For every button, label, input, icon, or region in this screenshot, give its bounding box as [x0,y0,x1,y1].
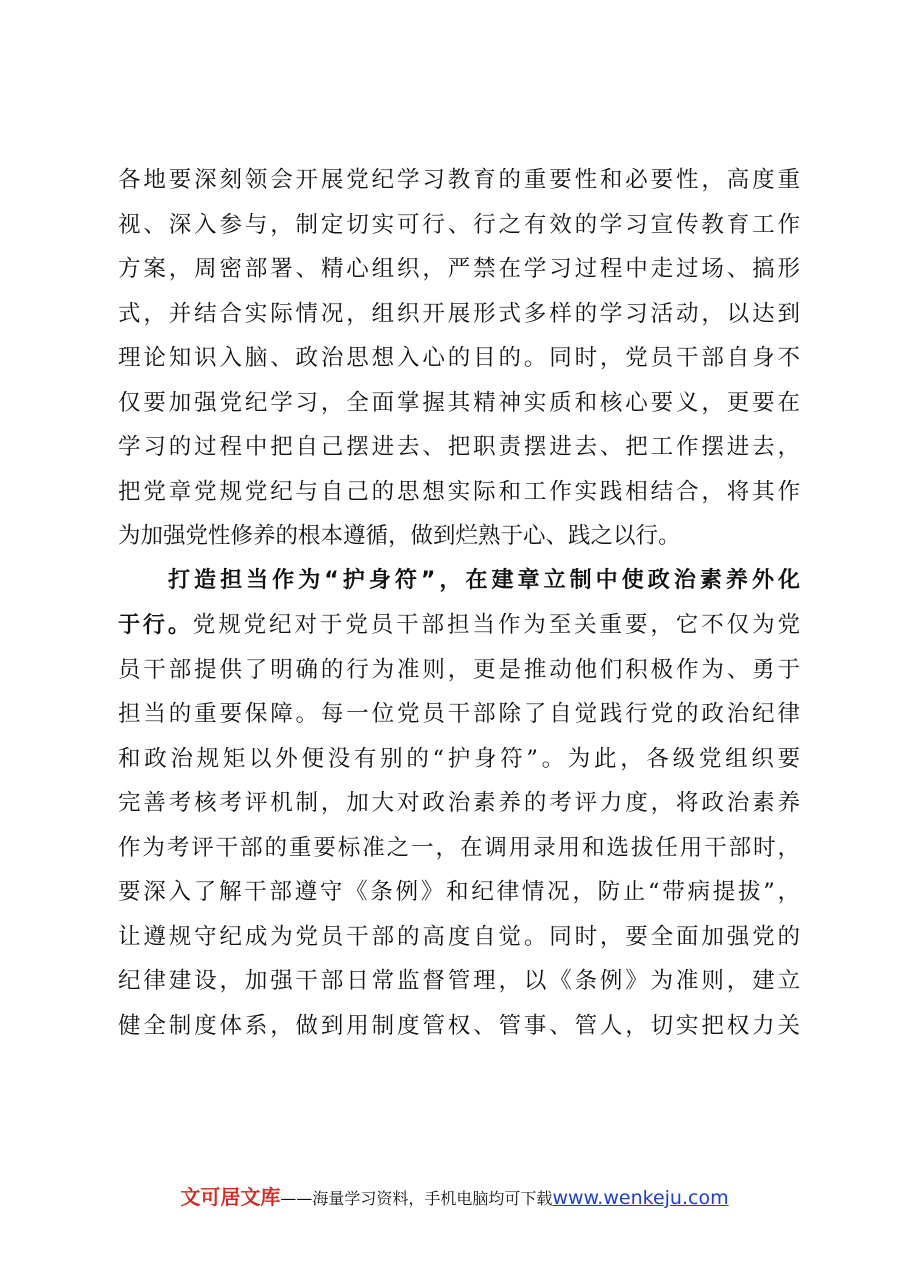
footer-slogan: ——海量学习资料，手机电脑均可下载 [280,1189,553,1208]
footer-brand: 文可居文库 [180,1185,281,1209]
text-line: 把党章党规党纪与自己的思想实际和工作实践相结合，将其作 [118,478,800,505]
text-line: 理论知识入脑、政治思想入心的目的。同时，党员干部自身不 [118,345,800,371]
footer-banner [0,1181,909,1210]
text-line: 担当的重要保障。每一位党员干部除了自觉践行党的政治纪律 [118,701,800,727]
text-line: 式，并结合实际情况，组织开展形式多样的学习活动，以达到 [118,300,800,327]
document-body [118,158,800,1048]
text-line: 健全制度体系，做到用制度管权、管事、管人，切实把权力关 [118,1012,800,1039]
footer-link[interactable]: www.wenkeju.com [552,1187,729,1209]
text-line: 纪律建设，加强干部日常监督管理，以《条例》为准则，建立 [118,968,800,994]
text-line: 各地要深刻领会开展党纪学习教育的重要性和必要性，高度重 [118,167,800,193]
section-heading: 打造担当作为“护身符”，在建章立制中使政治素养外化 [168,567,800,593]
text-line [118,603,800,648]
text-line: 和政治规矩以外便没有别的“护身符”。为此，各级党组织要 [118,745,800,772]
text-line: 让遵规守纪成为党员干部的高度自觉。同时，要全面加强党的 [118,923,800,950]
text-line: 要深入了解干部遵守《条例》和纪律情况，防止“带病提拔”， [118,879,800,905]
text-line: 视、深入参与，制定切实可行、行之有效的学习宣传教育工作 [118,211,800,238]
text-line: 学习的过程中把自己摆进去、把职责摆进去、把工作摆进去， [118,434,800,460]
text-line: 完善考核考评机制，加大对政治素养的考评力度，将政治素养 [118,790,800,816]
section-heading-end: 于行。 [118,613,193,638]
text-line: 仅要加强党纪学习，全面掌握其精神实质和核心要义，更要在 [118,389,800,416]
text-line-rest: 党规党纪对于党员干部担当作为至关重要，它不仅为党 [192,612,800,638]
text-line: 作为考评干部的重要标准之一，在调用录用和选拔任用干部时， [118,834,800,861]
text-line: 方案，周密部署、精心组织，严禁在学习过程中走过场、搞形 [118,256,800,282]
text-line: 员干部提供了明确的行为准则，更是推动他们积极作为、勇于 [118,656,800,683]
text-line: 为加强党性修养的根本遵循，做到烂熟于心、践之以行。 [118,523,681,549]
